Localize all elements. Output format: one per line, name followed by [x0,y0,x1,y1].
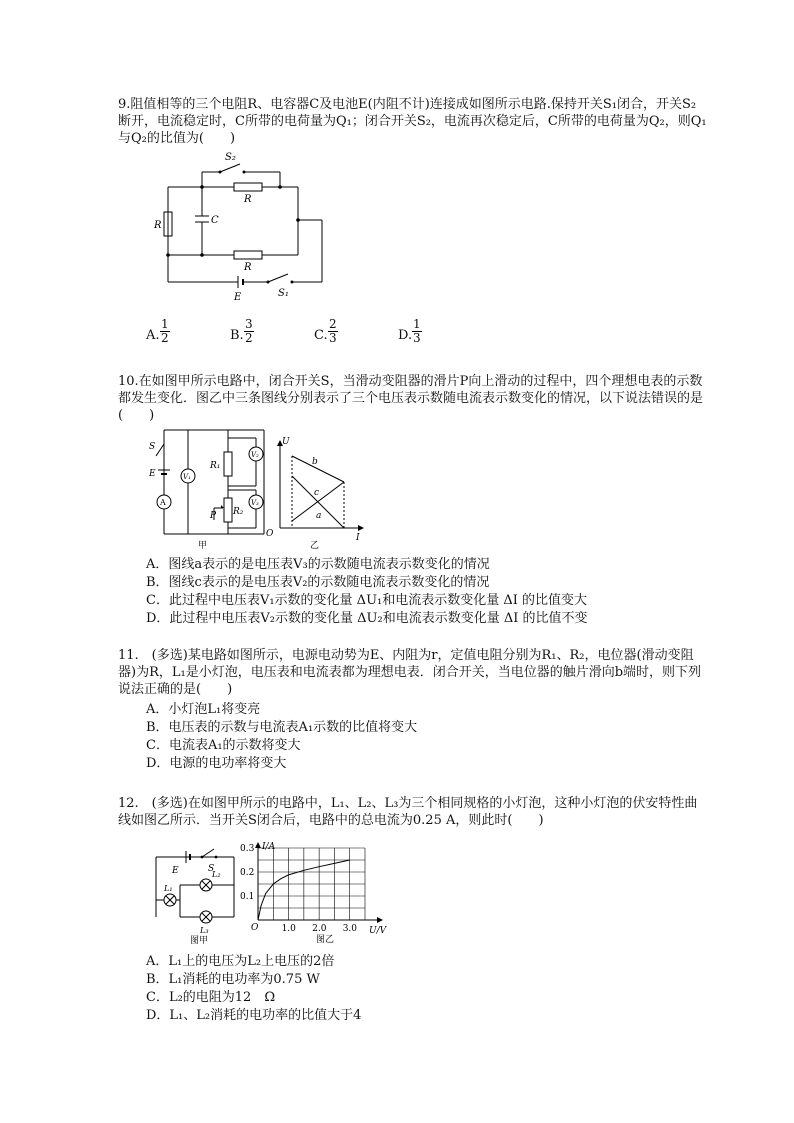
question-12-text: 12. (多选)在如图甲所示的电路中，L₁、L₂、L₃为三个相同规格的小灯泡，这种小灯泡的伏安特性曲线如图乙所示．当开关S闭合后，电路中的总电流为0.25 A，则此时( ) [118,796,698,828]
q12-options [146,953,716,1025]
q12-option-c: C．L₂的电阻为12 Ω [146,990,276,1005]
q10-ammeter-label: A [160,498,166,507]
q12-x-tick-label: 3.0 [342,924,358,934]
q12-x-tick-label: 2.0 [312,924,327,934]
question-10 [118,373,708,424]
q9-option-a-fraction: $\frac{1}{2}$ [161,317,169,345]
q10-circuit-diagram-jia [146,424,276,552]
q9-option-c-fraction: $\frac{2}{3}$ [329,317,337,345]
q12-y-tick-label: 0.2 [240,868,255,878]
question-9 [118,96,708,147]
q12-l1-label: L₁ [164,884,173,893]
q9-option-b-letter: B. [230,328,244,343]
q10-v2-label: V₂ [251,451,259,459]
q10-s-label: S [149,442,156,452]
q9-r-bottom-label: R [244,262,252,273]
q12-x-tick-label: 1.0 [281,924,296,934]
q9-option-a-letter: A. [146,328,160,343]
q9-c-label: C [211,215,219,226]
q11-option-c: C．电流表A₁的示数将变大 [146,738,301,753]
q12-l2-label: L₂ [212,870,221,879]
q12-l3-label: L₃ [200,926,209,935]
q10-caption-jia: 甲 [198,541,208,551]
q10-option-d: D．此过程中电压表V₂示数的变化量 ΔU₂和电流表示数变化量 ΔI 的比值不变 [146,611,588,626]
q10-graph-line-b [292,456,344,482]
q9-option-d-letter: D. [398,328,413,343]
q10-graph-b-label: b [312,457,318,467]
q12-s-label: S [208,864,215,874]
q12-caption-yi: 图乙 [316,935,335,945]
q10-r2-label: R₂ [233,507,244,517]
q10-graph-i-label: I [356,533,360,543]
question-9-text: 9.阻值相等的三个电阻R、电容器C及电池E(内阻不计)连接成如图所示电路.保持开关S₁闭合，开关S₂断开，电流稳定时，C所带的电荷量为Q₁；闭合开关S₂，电流再次稳定后，C所带的电荷量为Q₂，则Q₁与Q₂的比值为( ) [118,97,707,146]
question-11 [118,647,708,698]
q11-option-a: A．小灯泡L₁将变亮 [146,702,261,717]
question-10-text: 10.在如图甲所示电路中，闭合开关S，当滑动变阻器的滑片P向上滑动的过程中，四个理想电表的示数都发生变化．图乙中三条图线分别表示了三个电压表示数随电流表示数变化的情况，以下说法错误的是( ) [118,374,704,423]
q12-origin-label: O [251,923,259,933]
q12-circuit-diagram-jia [150,845,240,945]
q12-option-a: A．L₁上的电压为L₂上电压的2倍 [146,954,335,969]
q9-option-d-fraction: $\frac{1}{3}$ [413,317,421,345]
q12-e-label: E [172,866,179,876]
q12-caption-jia: 图甲 [190,936,209,945]
q11-option-b: B．电压表的示数与电流表A₁示数的比值将变大 [146,720,418,735]
q9-circuit-diagram [150,150,340,305]
q12-iv-chart [240,840,400,945]
q9-r-top-label: R [244,194,252,205]
q11-options [146,701,716,773]
q10-p-label: P [210,511,217,521]
q10-v1-label: V₁ [183,473,191,481]
q10-graph-u-label: U [282,437,290,447]
q9-s1-label: S₁ [278,288,289,299]
q12-option-d: D．L₁、L₂消耗的电功率的比值大于4 [146,1008,362,1023]
q10-graph-a-label: a [316,511,322,521]
q9-r-left-label: R [154,220,162,231]
q10-option-b: B．图线c表示的是电压表V₂的示数随电流表示数变化的情况 [146,575,490,590]
q12-option-b: B．L₁消耗的电功率为0.75 W [146,972,320,987]
q10-graph-yi [262,436,372,552]
q9-option-b-fraction: $\frac{3}{2}$ [245,317,253,345]
question-11-text: 11. (多选)某电路如图所示，电源电动势为E、内阻为r，定值电阻分别为R₁、R₂，电位器(滑动变阻器)为R，L₁是小灯泡，电压表和电流表都为理想电表．闭合开关，当电位器的触片滑向b端时，则下列说法正确的是( ) [118,648,702,697]
q11-option-d: D．电源的电功率将变大 [146,756,287,771]
q10-e-label: E [149,469,156,479]
q12-y-tick-label: 0.1 [240,892,255,902]
q10-graph-origin-label: O [266,529,274,539]
q10-option-c: C．此过程中电压表V₁示数的变化量 ΔU₁和电流表示数变化量 ΔI 的比值变大 [146,593,588,608]
q10-caption-yi: 乙 [310,541,320,551]
q9-options [146,318,446,354]
q10-r1-label: R₁ [210,461,221,471]
q10-graph-c-label: c [314,488,320,498]
q12-y-tick-label: 0.3 [240,844,255,854]
q12-ylabel: I/A [262,842,276,852]
q10-v3-label: V₃ [251,499,259,507]
question-12 [118,795,708,829]
q12-xlabel: U/V [369,926,387,936]
q9-s2-label: S₂ [225,152,236,163]
q10-option-a: A．图线a表示的是电压表V₃的示数随电流表示数变化的情况 [146,557,490,572]
q9-option-c-letter: C. [314,328,328,343]
q10-options [146,556,716,628]
q9-e-label: E [234,292,242,303]
